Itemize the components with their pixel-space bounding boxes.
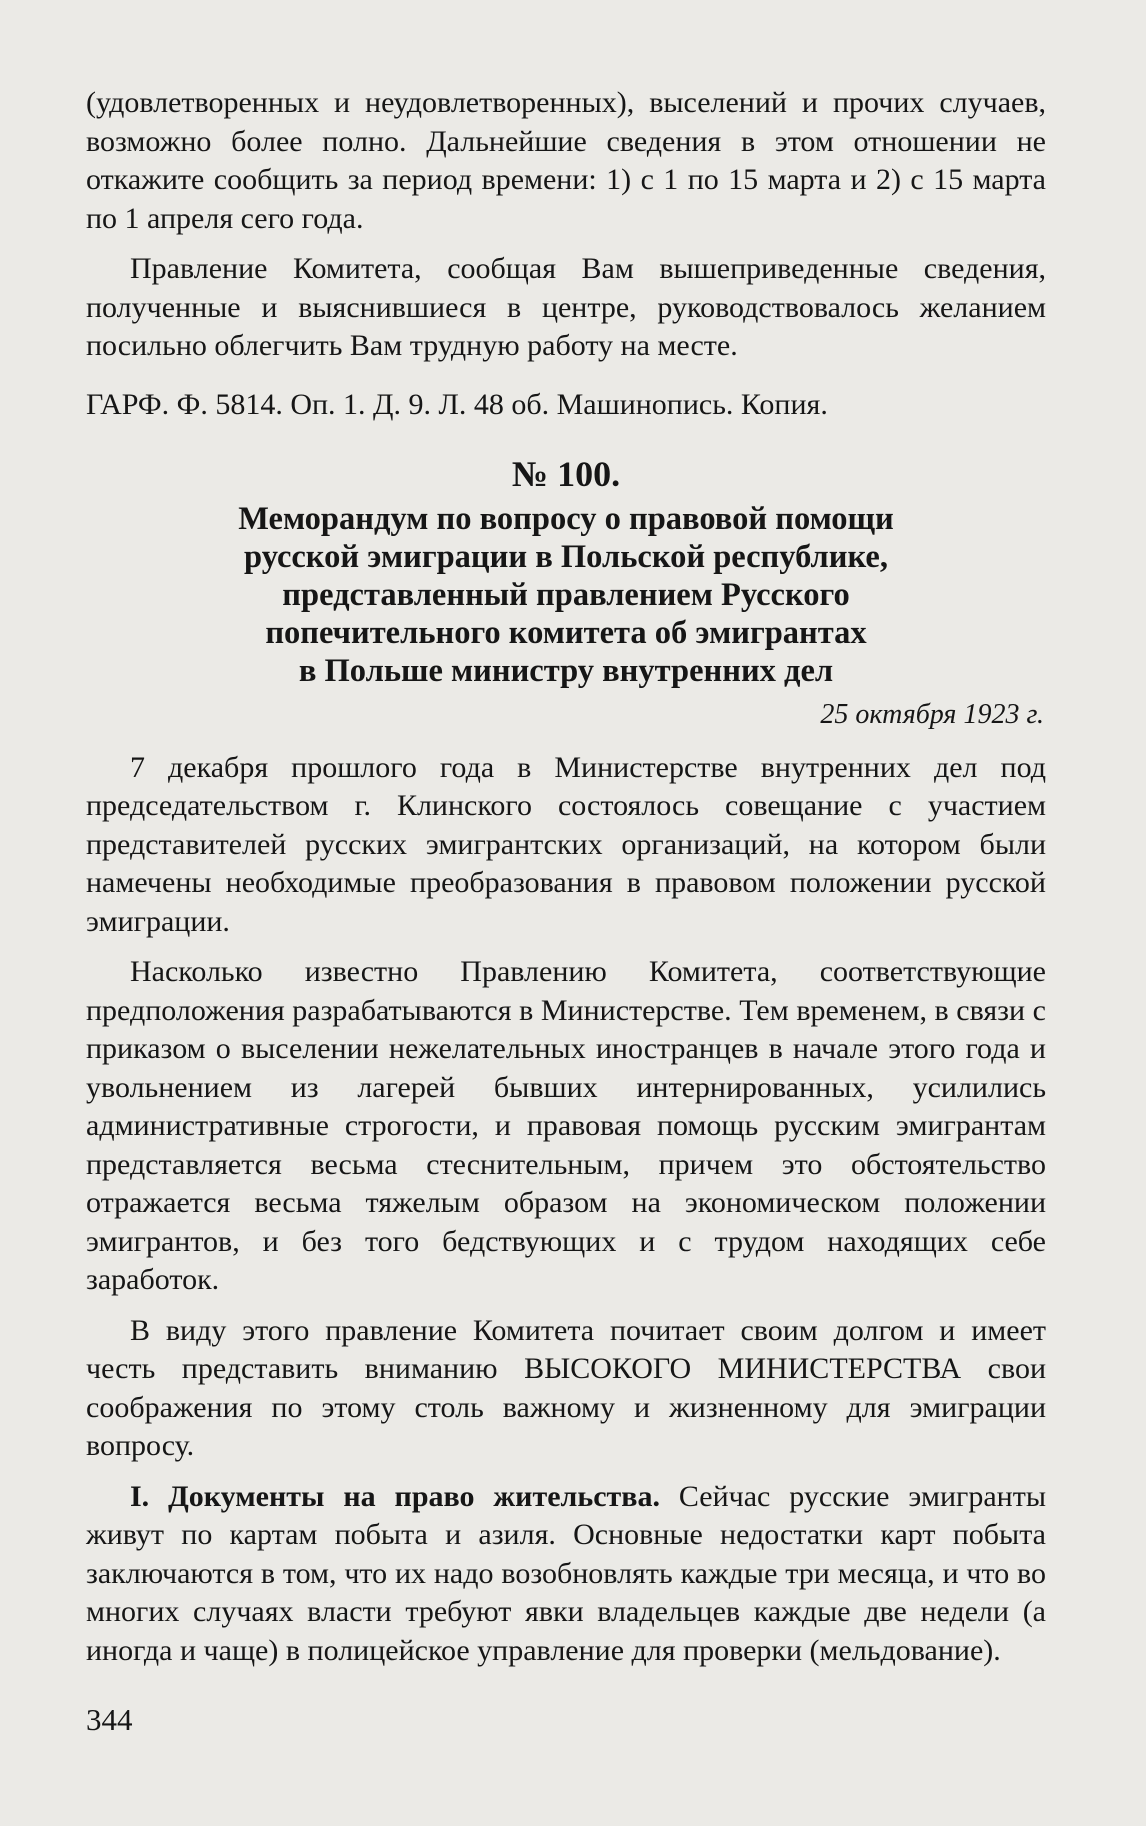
- title-line: Меморандум по вопросу о правовой помощи: [238, 501, 894, 537]
- title-line: в Польше министру внутренних дел: [298, 653, 834, 689]
- title-line: русской эмиграции в Польской республике,: [244, 539, 888, 575]
- archive-source: ГАРФ. Ф. 5814. Оп. 1. Д. 9. Л. 48 об. Машинопись. Копия.: [86, 387, 828, 421]
- section-paragraph: [86, 1478, 1046, 1671]
- title-line: представленный правлением Русского: [282, 577, 850, 613]
- document-date: 25 октября 1923 г.: [820, 699, 1044, 730]
- section-heading: I. Документы на право жительства.: [130, 1479, 660, 1513]
- paragraph: Правление Комитета, сообщая Вам вышеприведенные сведения, полученные и выяснившиеся в центре, руководствовалось желанием посильно облегчить Вам трудную работу на месте.: [86, 252, 1046, 362]
- title-line: попечительного комитета об эмигрантах: [265, 615, 867, 651]
- section-text: Сейчас русские эмигранты живут по картам побыта и азиля. Основные недостатки карт побыта заключаются в том, что их надо возобновлять каждые три месяца, и что во многих случаях власти требуют явки владельцев каждые две недели (а иногда и чаще) в полицейское управление для проверки (мельдование).: [86, 1479, 1046, 1667]
- paragraph: В виду этого правление Комитета почитает своим долгом и имеет честь представить вниманию ВЫСОКОГО МИНИСТЕРСТВА свои соображения по этому столь важному и жизненному для эмиграции вопросу.: [86, 1313, 1046, 1462]
- paragraph: 7 декабря прошлого года в Министерстве внутренних дел под председательством г. Клинского состоялось совещание с участием представителей русских эмигрантских организаций, на котором были намечены необходимые преобразования в правовом положении русской эмиграции.: [86, 750, 1046, 938]
- page-text: [86, 84, 1046, 1670]
- page-number: 344: [86, 1702, 133, 1737]
- document-title: [86, 500, 1046, 690]
- document-number: № 100.: [511, 454, 621, 494]
- continued-paragraph: (удовлетворенных и неудовлетворенных), выселений и прочих случаев, возможно более полно. Дальнейшие сведения в этом отношении не откажите сообщить за период времени: 1) с 1 по 15 марта и 2) с 15 марта по 1 апреля сего года.: [86, 86, 1046, 235]
- paragraph: Насколько известно Правлению Комитета, соответствующие предположения разрабатываются в Министерстве. Тем временем, в связи с приказом о выселении нежелательных иностранцев в начале этого года и увольнением из лагерей бывших интернированных, усилились административные строгости, и правовая помощь русским эмигрантам представляется весьма стеснительным, причем это обстоятельство отражается весьма тяжелым образом на экономическом положении эмигрантов, и без того бедствующих и с трудом находящих себе заработок.: [86, 955, 1046, 1296]
